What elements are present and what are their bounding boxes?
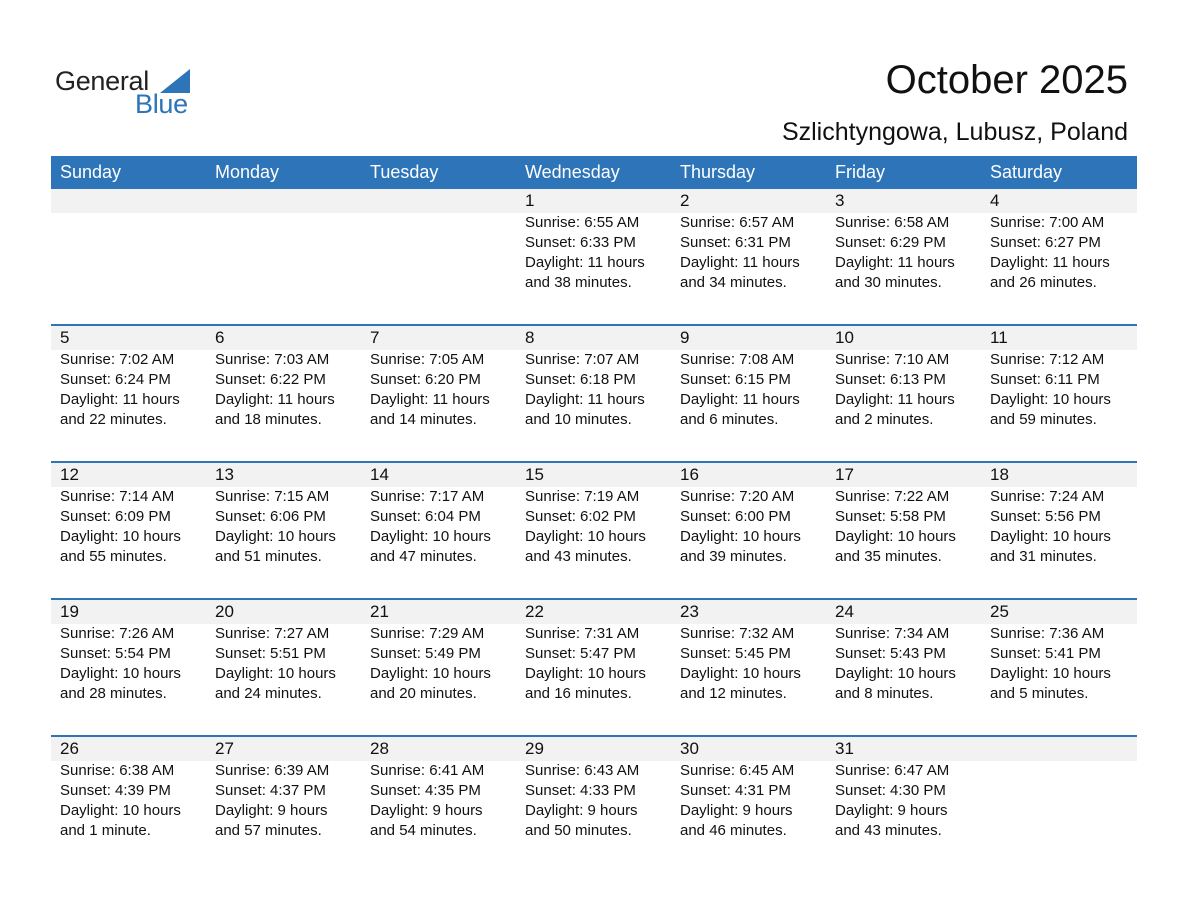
daylight-hours: Daylight: 11 hours — [680, 391, 800, 408]
daylight-hours: Daylight: 10 hours — [835, 528, 956, 545]
sunrise-time: Sunrise: 7:10 AM — [835, 351, 950, 368]
calendar-grid — [51, 156, 1137, 872]
day-sun-info — [525, 487, 671, 567]
day-cell — [671, 326, 826, 430]
day-number: 3 — [835, 191, 845, 210]
sunrise-time: Sunrise: 7:17 AM — [370, 488, 485, 505]
day-number: 13 — [215, 465, 234, 484]
day-number: 8 — [525, 328, 535, 347]
sunset-time: Sunset: 6:22 PM — [215, 371, 326, 388]
day-sun-info — [680, 761, 826, 841]
sunset-time: Sunset: 6:13 PM — [835, 371, 946, 388]
daylight-minutes: and 50 minutes. — [525, 822, 632, 839]
sunrise-time: Sunrise: 7:02 AM — [60, 351, 175, 368]
day-number: 22 — [525, 602, 544, 621]
day-number: 5 — [60, 328, 70, 347]
weekday-monday: Monday — [215, 162, 280, 182]
sunrise-time: Sunrise: 7:08 AM — [680, 351, 795, 368]
week-row — [51, 735, 1137, 872]
day-cell — [826, 463, 981, 567]
daylight-minutes: and 8 minutes. — [835, 685, 934, 702]
day-sun-info — [215, 350, 361, 430]
sunset-time: Sunset: 6:15 PM — [680, 371, 791, 388]
day-number: 31 — [835, 739, 854, 758]
day-cell — [361, 463, 516, 567]
day-number: 27 — [215, 739, 234, 758]
day-number: 25 — [990, 602, 1009, 621]
day-sun-info — [525, 350, 671, 430]
weekday-sunday: Sunday — [60, 162, 122, 182]
daylight-minutes: and 55 minutes. — [60, 548, 167, 565]
daylight-minutes: and 6 minutes. — [680, 411, 779, 428]
day-sun-info — [215, 761, 361, 841]
daylight-hours: Daylight: 10 hours — [215, 528, 336, 545]
day-sun-info — [680, 487, 826, 567]
day-number: 10 — [835, 328, 854, 347]
sunset-time: Sunset: 6:00 PM — [680, 508, 791, 525]
sunrise-time: Sunrise: 6:57 AM — [680, 214, 795, 231]
daylight-minutes: and 31 minutes. — [990, 548, 1097, 565]
day-number: 2 — [680, 191, 690, 210]
day-sun-info — [370, 624, 516, 704]
sunrise-time: Sunrise: 6:38 AM — [60, 762, 175, 779]
week-row — [51, 189, 1137, 324]
day-cell — [671, 600, 826, 704]
sunset-time: Sunset: 5:41 PM — [990, 645, 1101, 662]
daylight-hours: Daylight: 9 hours — [835, 802, 948, 819]
sunrise-time: Sunrise: 7:20 AM — [680, 488, 795, 505]
sunrise-time: Sunrise: 7:00 AM — [990, 214, 1105, 231]
sunset-time: Sunset: 6:33 PM — [525, 234, 636, 251]
sunrise-time: Sunrise: 7:34 AM — [835, 625, 950, 642]
weekday-wednesday: Wednesday — [525, 162, 620, 182]
day-sun-info — [990, 350, 1137, 430]
sunrise-time: Sunrise: 6:55 AM — [525, 214, 640, 231]
day-number: 18 — [990, 465, 1009, 484]
day-cell — [981, 189, 1137, 293]
day-cell — [981, 463, 1137, 567]
week-row — [51, 461, 1137, 598]
sunset-time: Sunset: 6:20 PM — [370, 371, 481, 388]
day-sun-info — [370, 487, 516, 567]
day-number: 11 — [990, 328, 1008, 347]
day-number: 4 — [990, 191, 1000, 210]
daylight-hours: Daylight: 10 hours — [525, 665, 646, 682]
day-cell — [826, 737, 981, 841]
day-sun-info — [835, 761, 981, 841]
day-sun-info — [835, 624, 981, 704]
day-sun-info — [525, 213, 671, 293]
daylight-hours: Daylight: 10 hours — [60, 802, 181, 819]
day-cell — [51, 463, 206, 567]
daylight-minutes: and 59 minutes. — [990, 411, 1097, 428]
daylight-minutes: and 2 minutes. — [835, 411, 934, 428]
sunrise-time: Sunrise: 6:43 AM — [525, 762, 640, 779]
sunrise-time: Sunrise: 7:14 AM — [60, 488, 175, 505]
empty-day-cell — [361, 189, 516, 293]
sunset-time: Sunset: 5:58 PM — [835, 508, 946, 525]
daylight-hours: Daylight: 10 hours — [680, 665, 801, 682]
generalblue-logo — [55, 66, 195, 118]
daylight-minutes: and 38 minutes. — [525, 274, 632, 291]
day-number: 16 — [680, 465, 699, 484]
day-sun-info — [990, 624, 1137, 704]
sunset-time: Sunset: 6:06 PM — [215, 508, 326, 525]
daylight-minutes: and 26 minutes. — [990, 274, 1097, 291]
location-subtitle: Szlichtyngowa, Lubusz, Poland — [781, 118, 1128, 146]
daylight-minutes: and 24 minutes. — [215, 685, 322, 702]
daylight-minutes: and 18 minutes. — [215, 411, 322, 428]
daylight-minutes: and 34 minutes. — [680, 274, 787, 291]
logo-general-text: General — [55, 66, 149, 96]
sunset-time: Sunset: 6:04 PM — [370, 508, 481, 525]
daylight-minutes: and 5 minutes. — [990, 685, 1089, 702]
day-sun-info — [835, 487, 981, 567]
day-sun-info — [835, 350, 981, 430]
sunrise-time: Sunrise: 7:31 AM — [525, 625, 640, 642]
sunrise-time: Sunrise: 6:58 AM — [835, 214, 950, 231]
daylight-hours: Daylight: 10 hours — [370, 528, 491, 545]
daylight-hours: Daylight: 10 hours — [525, 528, 646, 545]
sunset-time: Sunset: 4:33 PM — [525, 782, 636, 799]
daylight-minutes: and 28 minutes. — [60, 685, 167, 702]
day-sun-info — [990, 213, 1137, 293]
sunset-time: Sunset: 5:45 PM — [680, 645, 791, 662]
daylight-minutes: and 43 minutes. — [835, 822, 942, 839]
logo-blue-text: Blue — [135, 89, 188, 119]
daylight-hours: Daylight: 10 hours — [60, 665, 181, 682]
sunrise-time: Sunrise: 7:27 AM — [215, 625, 330, 642]
daylight-hours: Daylight: 11 hours — [680, 254, 800, 271]
daylight-hours: Daylight: 11 hours — [525, 254, 645, 271]
daylight-minutes: and 43 minutes. — [525, 548, 632, 565]
sunset-time: Sunset: 5:49 PM — [370, 645, 481, 662]
weeks-container — [51, 189, 1137, 872]
day-number: 17 — [835, 465, 854, 484]
day-number: 29 — [525, 739, 544, 758]
sunrise-time: Sunrise: 7:03 AM — [215, 351, 330, 368]
daylight-hours: Daylight: 11 hours — [990, 254, 1110, 271]
sunrise-time: Sunrise: 7:26 AM — [60, 625, 175, 642]
sunset-time: Sunset: 6:18 PM — [525, 371, 636, 388]
sunset-time: Sunset: 5:54 PM — [60, 645, 171, 662]
daylight-minutes: and 10 minutes. — [525, 411, 632, 428]
day-sun-info — [60, 350, 206, 430]
day-cell — [671, 189, 826, 293]
daylight-hours: Daylight: 10 hours — [835, 665, 956, 682]
day-cell — [51, 326, 206, 430]
daylight-minutes: and 46 minutes. — [680, 822, 787, 839]
week-row — [51, 598, 1137, 735]
sunrise-time: Sunrise: 7:32 AM — [680, 625, 795, 642]
daylight-minutes: and 30 minutes. — [835, 274, 942, 291]
day-sun-info — [835, 213, 981, 293]
sunset-time: Sunset: 6:02 PM — [525, 508, 636, 525]
week-days — [51, 326, 1137, 430]
daylight-minutes: and 47 minutes. — [370, 548, 477, 565]
week-days — [51, 600, 1137, 704]
daylight-minutes: and 51 minutes. — [215, 548, 322, 565]
sunrise-time: Sunrise: 7:22 AM — [835, 488, 950, 505]
sunset-time: Sunset: 5:47 PM — [525, 645, 636, 662]
week-row — [51, 324, 1137, 461]
weekday-tuesday: Tuesday — [370, 162, 439, 182]
day-cell — [206, 463, 361, 567]
daylight-minutes: and 22 minutes. — [60, 411, 167, 428]
empty-day-cell — [51, 189, 206, 293]
sunset-time: Sunset: 5:51 PM — [215, 645, 326, 662]
day-number: 19 — [60, 602, 79, 621]
empty-day-cell — [981, 737, 1137, 841]
daylight-minutes: and 1 minute. — [60, 822, 151, 839]
sunset-time: Sunset: 6:09 PM — [60, 508, 171, 525]
day-sun-info — [525, 761, 671, 841]
sunset-time: Sunset: 6:11 PM — [990, 371, 1100, 388]
day-cell — [516, 189, 671, 293]
day-sun-info — [60, 761, 206, 841]
day-cell — [361, 600, 516, 704]
day-cell — [826, 600, 981, 704]
daylight-hours: Daylight: 11 hours — [60, 391, 180, 408]
daylight-hours: Daylight: 11 hours — [835, 391, 955, 408]
daylight-hours: Daylight: 10 hours — [370, 665, 491, 682]
sunset-time: Sunset: 6:31 PM — [680, 234, 791, 251]
sunset-time: Sunset: 6:24 PM — [60, 371, 171, 388]
sunrise-time: Sunrise: 7:29 AM — [370, 625, 485, 642]
sunset-time: Sunset: 4:30 PM — [835, 782, 946, 799]
day-cell — [516, 600, 671, 704]
week-days — [51, 463, 1137, 567]
day-sun-info — [215, 487, 361, 567]
day-number: 28 — [370, 739, 389, 758]
daylight-hours: Daylight: 11 hours — [525, 391, 645, 408]
daylight-minutes: and 20 minutes. — [370, 685, 477, 702]
sunrise-time: Sunrise: 7:24 AM — [990, 488, 1105, 505]
sunset-time: Sunset: 6:29 PM — [835, 234, 946, 251]
day-number: 21 — [370, 602, 389, 621]
page-title: October 2025 — [885, 58, 1128, 102]
day-cell — [206, 600, 361, 704]
day-number: 7 — [370, 328, 380, 347]
weekday-saturday: Saturday — [990, 162, 1063, 182]
daylight-minutes: and 35 minutes. — [835, 548, 942, 565]
day-cell — [826, 326, 981, 430]
day-cell — [981, 600, 1137, 704]
weekday-friday: Friday — [835, 162, 886, 182]
empty-day-cell — [206, 189, 361, 293]
daylight-hours: Daylight: 9 hours — [680, 802, 793, 819]
day-cell — [516, 737, 671, 841]
sunrise-time: Sunrise: 7:36 AM — [990, 625, 1105, 642]
day-cell — [51, 600, 206, 704]
daylight-minutes: and 16 minutes. — [525, 685, 632, 702]
weekday-thursday: Thursday — [680, 162, 756, 182]
day-cell — [826, 189, 981, 293]
day-number: 12 — [60, 465, 79, 484]
daylight-hours: Daylight: 9 hours — [215, 802, 328, 819]
sunrise-time: Sunrise: 7:15 AM — [215, 488, 330, 505]
day-cell — [671, 463, 826, 567]
day-cell — [671, 737, 826, 841]
sunrise-time: Sunrise: 6:47 AM — [835, 762, 950, 779]
sunrise-time: Sunrise: 7:19 AM — [525, 488, 640, 505]
day-sun-info — [370, 761, 516, 841]
sunrise-time: Sunrise: 6:41 AM — [370, 762, 485, 779]
week-days — [51, 189, 1137, 293]
sunrise-time: Sunrise: 7:05 AM — [370, 351, 485, 368]
day-sun-info — [680, 213, 826, 293]
day-number: 30 — [680, 739, 699, 758]
day-sun-info — [680, 624, 826, 704]
day-sun-info — [60, 487, 206, 567]
day-cell — [516, 326, 671, 430]
day-number: 24 — [835, 602, 854, 621]
day-cell — [361, 326, 516, 430]
day-cell — [51, 737, 206, 841]
day-cell — [206, 326, 361, 430]
daylight-hours: Daylight: 11 hours — [370, 391, 490, 408]
daylight-hours: Daylight: 9 hours — [525, 802, 638, 819]
daylight-minutes: and 12 minutes. — [680, 685, 787, 702]
daylight-hours: Daylight: 10 hours — [990, 528, 1111, 545]
day-cell — [361, 737, 516, 841]
sunrise-time: Sunrise: 6:45 AM — [680, 762, 795, 779]
sunrise-time: Sunrise: 6:39 AM — [215, 762, 330, 779]
daylight-hours: Daylight: 11 hours — [215, 391, 335, 408]
week-days — [51, 737, 1137, 841]
daylight-hours: Daylight: 11 hours — [835, 254, 955, 271]
day-sun-info — [215, 624, 361, 704]
daylight-hours: Daylight: 10 hours — [60, 528, 181, 545]
day-number: 26 — [60, 739, 79, 758]
sunrise-time: Sunrise: 7:07 AM — [525, 351, 640, 368]
day-sun-info — [370, 350, 516, 430]
daylight-minutes: and 39 minutes. — [680, 548, 787, 565]
day-cell — [206, 737, 361, 841]
day-number: 23 — [680, 602, 699, 621]
daylight-minutes: and 54 minutes. — [370, 822, 477, 839]
sunset-time: Sunset: 4:31 PM — [680, 782, 791, 799]
day-number: 6 — [215, 328, 225, 347]
sunset-time: Sunset: 5:56 PM — [990, 508, 1101, 525]
sunset-time: Sunset: 5:43 PM — [835, 645, 946, 662]
sunset-time: Sunset: 4:39 PM — [60, 782, 171, 799]
day-sun-info — [990, 487, 1137, 567]
weekday-header — [51, 156, 1137, 189]
day-number: 15 — [525, 465, 544, 484]
sunset-time: Sunset: 4:35 PM — [370, 782, 481, 799]
daylight-hours: Daylight: 10 hours — [990, 391, 1111, 408]
daylight-hours: Daylight: 10 hours — [215, 665, 336, 682]
sunset-time: Sunset: 4:37 PM — [215, 782, 326, 799]
daylight-hours: Daylight: 10 hours — [680, 528, 801, 545]
day-sun-info — [680, 350, 826, 430]
day-number: 1 — [525, 191, 535, 210]
day-number: 14 — [370, 465, 389, 484]
day-sun-info — [525, 624, 671, 704]
day-sun-info — [60, 624, 206, 704]
sunrise-time: Sunrise: 7:12 AM — [990, 351, 1105, 368]
daylight-hours: Daylight: 10 hours — [990, 665, 1111, 682]
day-cell — [516, 463, 671, 567]
day-number: 9 — [680, 328, 690, 347]
daylight-hours: Daylight: 9 hours — [370, 802, 483, 819]
daylight-minutes: and 14 minutes. — [370, 411, 477, 428]
day-number: 20 — [215, 602, 234, 621]
sunset-time: Sunset: 6:27 PM — [990, 234, 1101, 251]
daylight-minutes: and 57 minutes. — [215, 822, 322, 839]
day-cell — [981, 326, 1137, 430]
